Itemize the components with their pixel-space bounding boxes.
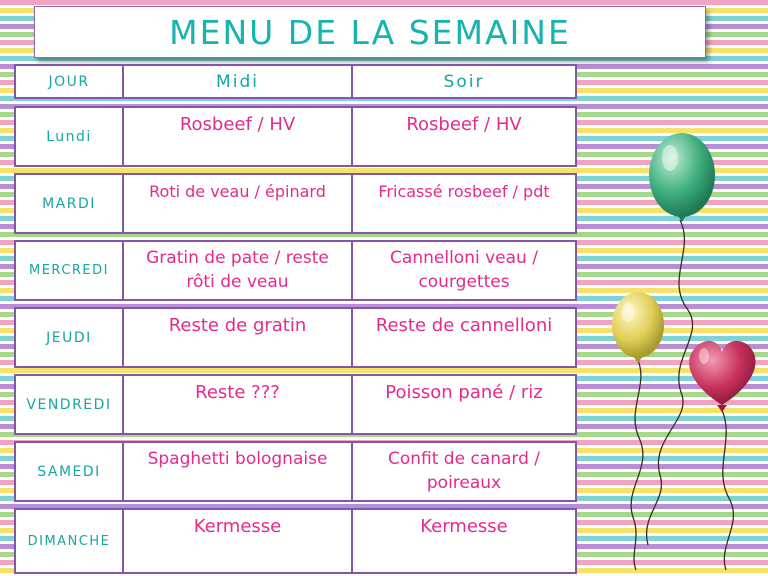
midi-meal: Rosbeef / HV (179, 114, 296, 135)
soir-meal: Cannelloni veau / courgettes (390, 248, 538, 292)
day-label: DIMANCHE (27, 533, 111, 549)
table-row (14, 240, 577, 301)
midi-cell (124, 309, 353, 366)
page-title: MENU DE LA SEMAINE (169, 12, 571, 52)
midi-meal: Reste de gratin (168, 315, 307, 336)
header-cell-day (16, 66, 124, 97)
header-cell-midi (124, 66, 353, 97)
balloon-yellow-icon (612, 292, 664, 363)
day-cell (16, 443, 124, 500)
balloon-string (722, 410, 733, 570)
soir-meal: Reste de cannelloni (375, 315, 553, 336)
soir-cell (353, 376, 575, 433)
day-cell (16, 510, 124, 572)
soir-meal: Kermesse (420, 516, 508, 537)
day-cell (16, 242, 124, 299)
midi-meal: Spaghetti bolognaise (147, 449, 328, 469)
midi-cell (124, 175, 353, 232)
midi-meal: Reste ??? (195, 382, 280, 403)
table-row (14, 106, 577, 167)
header-midi-label: Midi (216, 71, 259, 92)
header-cell-soir (353, 66, 575, 97)
midi-meal: Kermesse (193, 516, 282, 537)
day-cell (16, 376, 124, 433)
day-label: MARDI (42, 195, 96, 212)
midi-cell (124, 108, 353, 165)
day-cell (16, 108, 124, 165)
day-cell (16, 309, 124, 366)
day-label: JEUDI (46, 329, 92, 346)
midi-cell (124, 242, 353, 299)
balloon-string (647, 220, 693, 545)
header-soir-label: Soir (443, 71, 485, 92)
midi-meal: Roti de veau / épinard (149, 182, 326, 201)
soir-meal: Confit de canard / poireaux (387, 449, 541, 493)
soir-cell (353, 443, 575, 500)
header-day-label: JOUR (48, 73, 90, 90)
midi-cell (124, 443, 353, 500)
balloon-green-icon (649, 133, 715, 222)
table-header (14, 64, 577, 99)
day-label: SAMEDI (37, 463, 101, 480)
table-row (14, 307, 577, 368)
midi-cell (124, 510, 353, 572)
balloon-heart-icon (689, 341, 755, 412)
soir-cell (353, 175, 575, 232)
soir-meal: Rosbeef / HV (406, 114, 522, 135)
midi-meal: Gratin de pate / reste rôti de veau (146, 248, 329, 292)
balloon-string (631, 358, 643, 570)
soir-cell (353, 108, 575, 165)
midi-cell (124, 376, 353, 433)
table-row (14, 508, 577, 574)
title-banner (34, 6, 706, 58)
soir-meal: Fricassé rosbeef / pdt (378, 182, 550, 201)
day-label: VENDREDI (26, 396, 112, 413)
table-row (14, 173, 577, 234)
day-label: Lundi (46, 128, 92, 145)
table-row (14, 441, 577, 502)
day-label: MERCREDI (29, 263, 109, 278)
soir-cell (353, 309, 575, 366)
day-cell (16, 175, 124, 232)
balloons-decoration (600, 120, 768, 570)
table-row (14, 374, 577, 435)
soir-meal: Poisson pané / riz (385, 382, 543, 403)
soir-cell (353, 510, 575, 572)
soir-cell (353, 242, 575, 299)
